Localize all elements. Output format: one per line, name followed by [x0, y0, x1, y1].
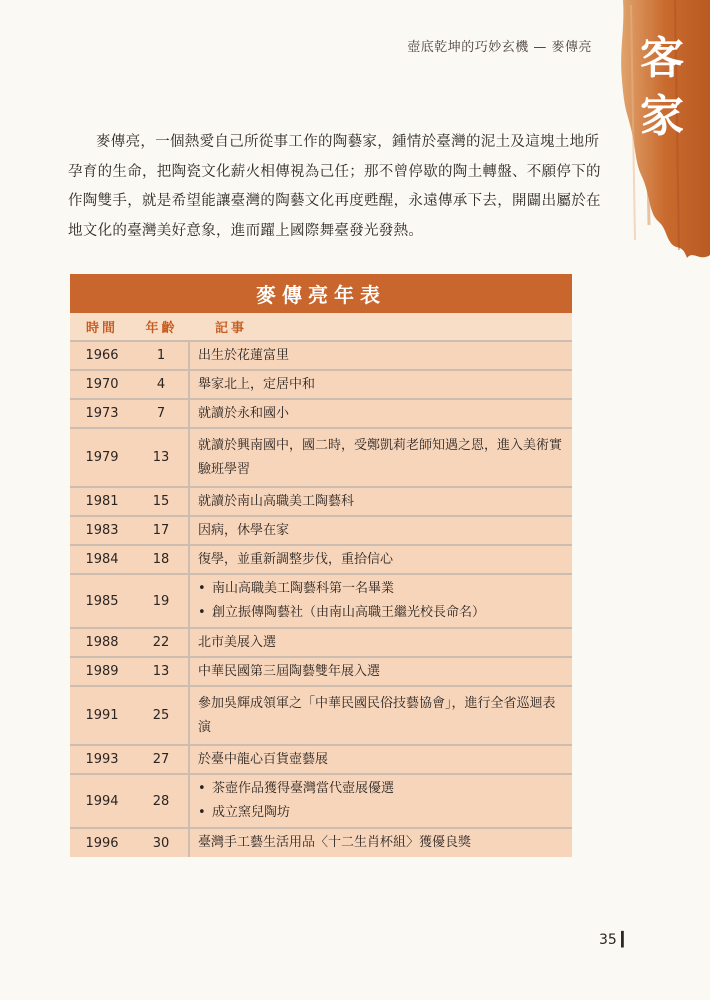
- row-age: 25: [134, 686, 189, 745]
- row-age: 1: [134, 341, 189, 370]
- row-year: 1973: [70, 399, 134, 428]
- table-row: [70, 574, 572, 628]
- col-header-age: 年齡: [134, 313, 189, 341]
- row-year: 1993: [70, 745, 134, 774]
- col-header-event: 記事: [189, 313, 572, 341]
- row-year: 1979: [70, 428, 134, 487]
- event-list-item: • 茶壺作品獲得臺灣當代壺展優選: [198, 777, 566, 801]
- row-event: 復學，並重新調整步伐，重拾信心: [189, 545, 572, 574]
- row-year: 1991: [70, 686, 134, 745]
- event-list-item: • 南山高職美工陶藝科第一名畢業: [198, 577, 566, 601]
- row-year: 1966: [70, 341, 134, 370]
- row-event: 因病，休學在家: [189, 516, 572, 545]
- row-event: 中華民國第三屆陶藝雙年展入選: [189, 657, 572, 686]
- table-row: [70, 686, 572, 745]
- row-year: 1983: [70, 516, 134, 545]
- row-event: 臺灣手工藝生活用品〈十二生肖杯組〉獲優良獎: [189, 828, 572, 857]
- event-list: [198, 777, 566, 825]
- page-number: 35 ▎: [598, 932, 632, 948]
- row-age: 30: [134, 828, 189, 857]
- row-age: 18: [134, 545, 189, 574]
- row-age: 15: [134, 487, 189, 516]
- event-list-item: • 成立窯兒陶坊: [198, 801, 566, 825]
- row-year: 1996: [70, 828, 134, 857]
- row-event-list-cell: [189, 574, 572, 628]
- row-year: 1981: [70, 487, 134, 516]
- row-age: 17: [134, 516, 189, 545]
- row-year: 1984: [70, 545, 134, 574]
- row-event: 就讀於南山高職美工陶藝科: [189, 487, 572, 516]
- row-age: 19: [134, 574, 189, 628]
- row-event: 就讀於興南國中，國二時，受鄭凱莉老師知遇之恩，進入美術實驗班學習: [189, 428, 572, 487]
- row-age: 13: [134, 657, 189, 686]
- row-event: 於臺中龍心百貨壺藝展: [189, 745, 572, 774]
- row-event: 舉家北上，定居中和: [189, 370, 572, 399]
- table-row: [70, 428, 572, 487]
- row-event: 就讀於永和國小: [189, 399, 572, 428]
- table-row: [70, 745, 572, 774]
- chronology-table: [70, 274, 572, 857]
- intro-paragraph: 麥傳亮，一個熱愛自己所從事工作的陶藝家，鍾情於臺灣的泥土及這塊土地所孕育的生命，把陶瓷文化薪火相傳視為己任；那不曾停歇的陶土轉盤、不願停下的作陶雙手，就是希望能讓臺灣的陶藝文化再度甦醒，永遠傳承下去，開闢出屬於在地文化的臺灣美好意象，進而躍上國際舞臺發光發熱。: [68, 134, 601, 239]
- row-event: 參加吳輝成領軍之「中華民國民俗技藝協會」，進行全省巡迴表演: [189, 686, 572, 745]
- event-list-item: • 創立振傳陶藝社（由南山高職王繼光校長命名）: [198, 601, 566, 625]
- hakka-brush-logo: [605, 0, 710, 270]
- row-age: 7: [134, 399, 189, 428]
- row-age: 28: [134, 774, 189, 828]
- page-number-value: 35: [598, 932, 617, 948]
- event-list: [198, 577, 566, 625]
- table-row: [70, 657, 572, 686]
- running-header: 壺底乾坤的巧妙玄機 — 麥傳亮: [407, 40, 592, 55]
- row-event-list-cell: [189, 774, 572, 828]
- table-row: [70, 516, 572, 545]
- row-year: 1970: [70, 370, 134, 399]
- row-age: 4: [134, 370, 189, 399]
- table-row: [70, 370, 572, 399]
- table-row: [70, 828, 572, 857]
- table-row: [70, 545, 572, 574]
- table-row: [70, 341, 572, 370]
- row-age: 13: [134, 428, 189, 487]
- chronology-title: 麥傳亮年表: [70, 274, 572, 313]
- table-row: [70, 628, 572, 657]
- table-row: [70, 487, 572, 516]
- table-row: [70, 399, 572, 428]
- row-year: 1988: [70, 628, 134, 657]
- col-header-year: 時間: [70, 313, 134, 341]
- row-year: 1994: [70, 774, 134, 828]
- row-event: 北市美展入選: [189, 628, 572, 657]
- table-row: [70, 774, 572, 828]
- row-age: 27: [134, 745, 189, 774]
- row-year: 1989: [70, 657, 134, 686]
- row-event: 出生於花蓮富里: [189, 341, 572, 370]
- brush-char-2: 家: [640, 91, 684, 142]
- brush-char-1: 客: [640, 33, 684, 84]
- row-age: 22: [134, 628, 189, 657]
- chronology-body: [70, 341, 572, 857]
- row-year: 1985: [70, 574, 134, 628]
